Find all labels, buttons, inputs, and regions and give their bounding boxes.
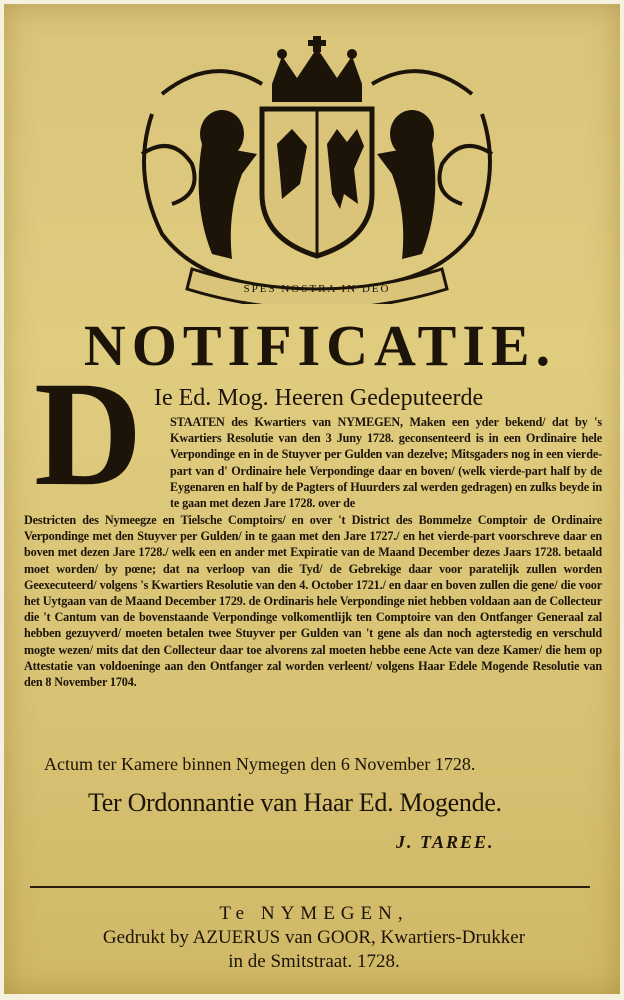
coat-of-arms-crest [132, 34, 502, 304]
body-paragraph-indented: STAATEN des Kwartiers van NYMEGEN, Maken een yder bekend/ dat by 's Kwartiers Resolutie van den 3 Juny 1728. geconsenteerd is in een Ordinaire hele Verpondinge en in de Stuyver per Gulden van dezelve; Mitsgaders nog in een vierde-part van d' Ordinaire hele Verpondinge daar en boven/ (welk vierde-part half by de Eygenaren en half by de Pagters of Huurders zal werden gedragen) en zulks beyde in te gaan met dezen Jare 1728. over de [170, 415, 602, 511]
signature: J. TAREE. [396, 832, 495, 852]
notice-title: NOTIFICATIE. [83, 313, 557, 378]
printed-notice-sheet [4, 4, 620, 994]
divider-rule [30, 886, 590, 888]
ordonnantie-line: Ter Ordonnantie van Haar Ed. Mogende. [88, 788, 502, 817]
drop-cap: D [34, 351, 143, 517]
crest-motto: SPES NOSTRA IN DEO [243, 283, 391, 295]
notice-heading: Ie Ed. Mog. Heeren Gedeputeerde [154, 385, 484, 411]
imprint-address: in de Smitstraat. 1728. [228, 951, 400, 972]
body-paragraph-full: Destricten des Nymeegze en Tielsche Comptoirs/ en over 't District des Bommelze Comptoir de Ordinaire Verpondinge met den Stuyver per Gulden/ in te gaan met den Jare 1727./ en het vierde-part voorschreve daar en boven met dezen Jare 1728./ welk een en ander met Expiratie van de Maand December dezes Jaars 1728. betaald moet worden/ by pœne; dat na verloop van die Tyd/ de Gebrekige daar voor paratelijk zullen worden Geexecuteerd/ volgens 's Kwartiers Resolutie van den 4. October 1721./ en daar en boven zullen die gene/ die voor het Uytgaan van de Maand December 1729. de Ordinaris hele Verpondinge niet hebben voldaan aan de Collecteur die 't Cantum van de bovenstaande Verpondinge volkomentlijk ten Comptoire van den Ontfanger Generaal zal hebben gezuyverd/ moeten betalen twee Stuyver per Gulden van 't gene als dan noch agterstedig en verschuld mogte wezen/ mits dat den Collecteur daar toe alvorens zal moeten hebbe eene Acte van deze Kamer/ die hem op Attestatie van voldoeninge aan den Ontfanger zal worden verleent/ volgens Haar Edele Mogende Resolutie van den 8 November 1704. [24, 513, 602, 690]
imprint-printer: Gedrukt by AZUERUS van GOOR, Kwartiers-Drukker [102, 927, 526, 948]
actum-line: Actum ter Kamere binnen Nymegen den 6 November 1728. [44, 754, 476, 774]
imprint-city: Te NYMEGEN, [219, 903, 409, 924]
